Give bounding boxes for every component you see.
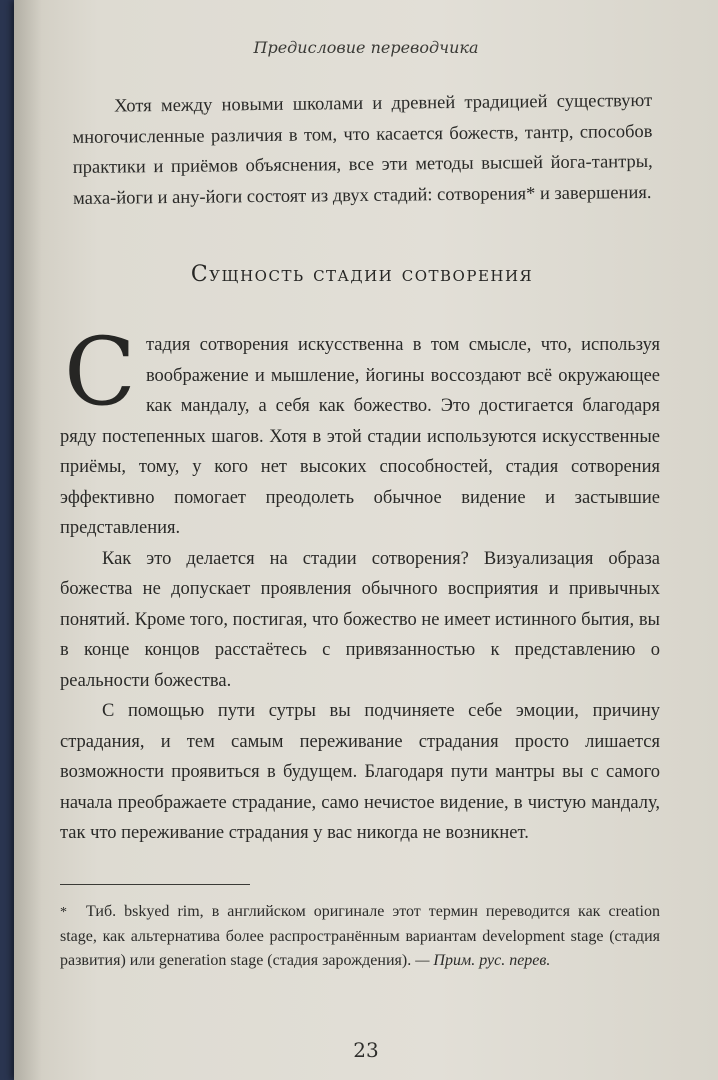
paragraph-1-text: тадия сотворения искусственна в том смысле, что, используя воображение и мышление, йогины воссоздают всё окружающее как мандалу, а себя как божество. Это достигается благодаря ряду постепенных шагов. Хотя в этой стадии используются искусственные приёмы, тому, у кого нет высоких способностей, стадия сотворения эффективно помогает преодолеть обычное видение и застывшие представления. [60, 335, 660, 538]
drop-cap-letter: С [64, 318, 136, 427]
running-head: Предисловие переводчика [253, 38, 479, 57]
paragraph-3: С помощью пути сутры вы подчиняете себе эмоции, причину страдания, и тем самым переживание страдания просто лишается возможности проявиться в будущем. Благодаря пути мантры вы с самого начала преображаете страдание, само нечистое видение, в чистую мандалу, так что переживание страдания у вас никогда не возникнет. [60, 701, 660, 843]
paragraph-1 [60, 318, 660, 544]
intro-paragraph-block [72, 86, 653, 214]
footnote-divider [60, 884, 250, 885]
book-page [14, 0, 718, 1080]
footnote-text: Тиб. bskyed rim, в английском оригинале этот термин переводится как creation stage, как альтернатива более распространённым вариантам development stage (стадия развития) или generation stage (стадия зарождения). [60, 903, 660, 969]
body-text [60, 318, 660, 849]
footnote-mark: * [60, 905, 67, 920]
section-heading: Сущность стадии сотворения [190, 262, 534, 287]
footnote-translator-note: — Прим. рус. перев. [415, 952, 551, 969]
intro-paragraph: Хотя между новыми школами и древней традицией существуют многочисленные различия в том, что касается божеств, тантр, способов практики и приёмов объяснения, все эти методы высшей йога-тантры, маха-йоги и ану-йоги состоят из двух стадий: сотворения* и завершения. [72, 90, 653, 209]
footnote [60, 900, 660, 973]
paragraph-2: Как это делается на стадии сотворения? Визуализация образа божества не допускает проявления обычного восприятия и привычных понятий. Кроме того, постигая, что божество не имеет истинного бытия, вы в конце концов расстаётесь с привязанностью к представлению о реальности божества. [60, 548, 660, 691]
page-number: 23 [353, 1038, 379, 1062]
